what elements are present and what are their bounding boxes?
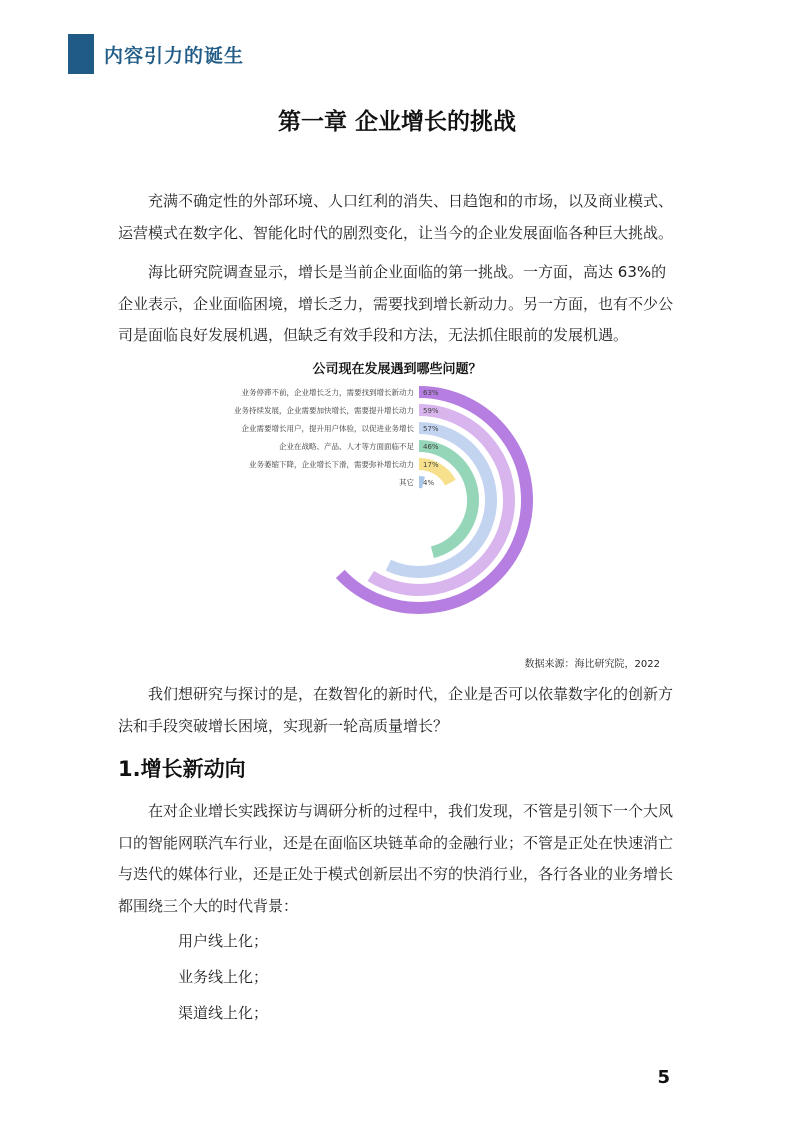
value-label-2: 59% — [423, 407, 439, 415]
value-label-3: 57% — [423, 425, 439, 433]
list-item: 渠道线上化； — [178, 1004, 269, 1022]
radial-bar-chart — [196, 386, 606, 636]
value-label-6: 4% — [423, 479, 435, 487]
section-heading: 1.增长新动向 — [118, 757, 246, 781]
value-label-5: 17% — [423, 461, 439, 469]
category-label-6: 其它 — [399, 478, 414, 487]
chapter-title: 第一章 企业增长的挑战 — [277, 109, 516, 135]
paragraph-intro: 充满不确定性的外部环境、人口红利的消失、日趋饱和的市场，以及商业模式、运营模式在数字化、智能化时代的剧烈变化，让当今的企业发展面临各种巨大挑战。 — [118, 192, 674, 242]
value-label-1: 63% — [423, 389, 439, 397]
paragraph-findings: 在对企业增长实践探访与调研分析的过程中，我们发现，不管是引领下一个大风口的智能网联汽车行业，还是在面临区块链革命的金融行业；不管是正处在快速消亡与迭代的媒体行业，还是正处于模式创新层出不穷的快消行业，各行各业的业务增长都围绕三个大的时代背景： — [118, 802, 674, 915]
paragraph-question: 我们想研究与探讨的是，在数智化的新时代，企业是否可以依靠数字化的创新方法和手段突破增长困境，实现新一轮高质量增长？ — [118, 685, 674, 735]
chart-title: 公司现在发展遇到哪些问题？ — [312, 362, 482, 377]
header-accent-bar — [68, 34, 94, 74]
header-title: 内容引力的诞生 — [104, 45, 245, 67]
list-item: 业务线上化； — [178, 968, 269, 986]
category-label-3: 企业需要增长用户，提升用户体验，以促进业务增长 — [241, 424, 414, 433]
paragraph-survey: 海比研究院调查显示，增长是当前企业面临的第一挑战。一方面，高达 63%的企业表示，企业面临困境，增长乏力，需要找到增长新动力。另一方面，也有不少公司是面临良好发展机遇，但缺乏有效手段和方法，无法抓住眼前的发展机遇。 — [118, 263, 674, 344]
category-label-4: 企业在战略、产品、人才等方面面临不足 — [279, 442, 414, 451]
list-item: 用户线上化； — [178, 932, 269, 950]
chart-source: 数据来源：海比研究院，2022 — [524, 659, 660, 670]
category-label-1: 业务停滞不前，企业增长乏力，需要找到增长新动力 — [241, 388, 414, 397]
category-label-2: 业务持续发展，企业需要加快增长，需要提升增长动力 — [234, 406, 414, 415]
category-label-5: 业务萎缩下降，企业增长下滑，需要弥补增长动力 — [249, 460, 414, 469]
value-label-4: 46% — [423, 443, 439, 451]
page-number: 5 — [657, 1067, 670, 1088]
